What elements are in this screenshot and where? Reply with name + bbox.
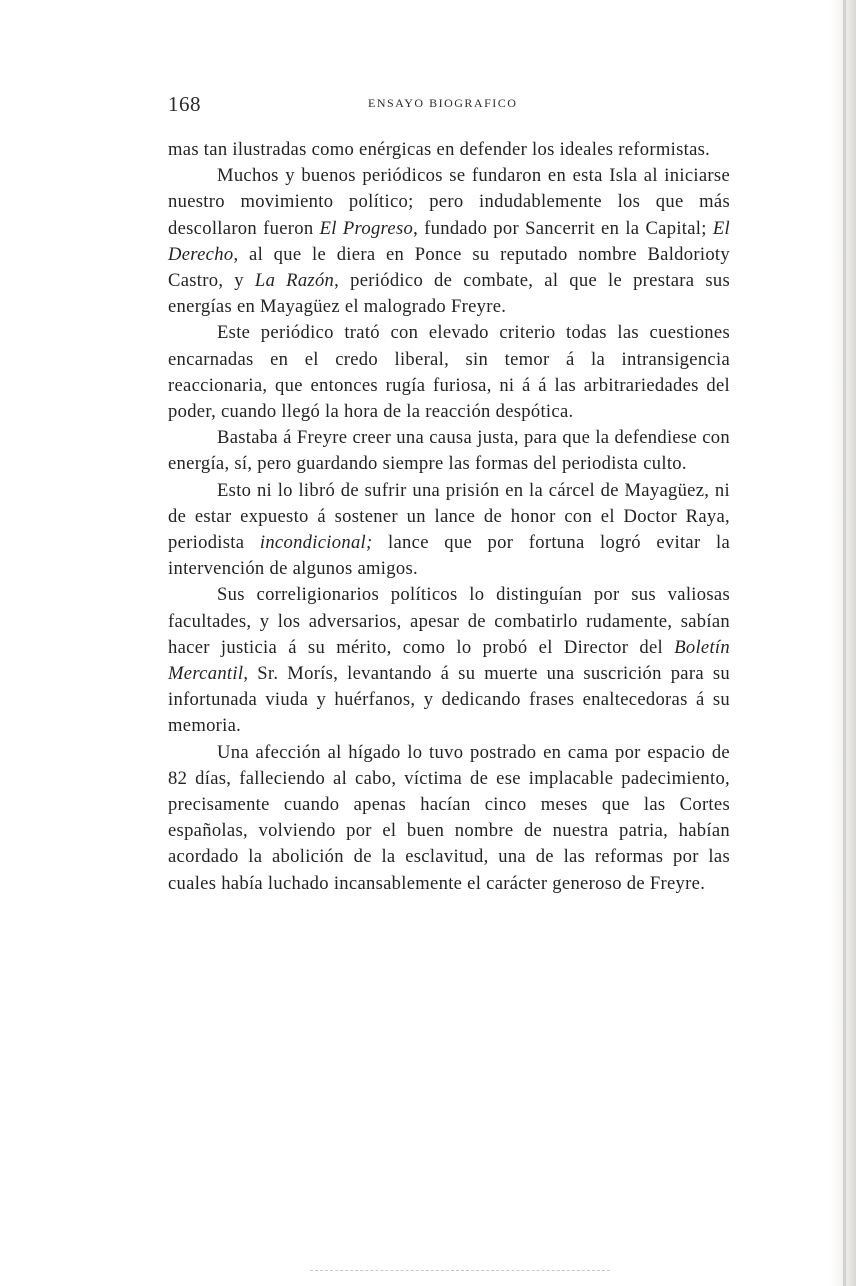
paragraph-text: Muchos y buenos periódicos se fundaron en esta Isla al iniciarse nuestro movimiento político; pero indudablemente los que más descollaron fueron: [168, 165, 730, 239]
paragraph-text: , periódico de combate, al que le prestara sus energías en Mayagüez el malogrado Freyre.: [168, 270, 731, 318]
paragraph-1: [168, 137, 730, 163]
emphasized-word: incondicional;: [259, 532, 373, 554]
running-title: ENSAYO BIOGRAFICO: [368, 96, 518, 110]
paragraph-text: Bastaba á Freyre creer una causa justa, para que la defendiese con energía, sí, pero guardando siempre las formas del periodista culto.: [168, 427, 730, 475]
paragraph-4: [168, 425, 730, 477]
paragraph-text: , Sr. Morís, levantando á su muerte una suscrición para su infortunada viuda y huérfanos, y dedicando frases enaltecedoras á su memoria.: [168, 663, 730, 737]
paragraph-text: Sus correligionarios políticos lo distinguían por sus valiosas facultades, y los adversarios, apesar de combatirlo rudamente, sabían hacer justicia á su mérito, como lo probó el Director del: [168, 584, 730, 658]
page-edge-line: [843, 0, 846, 1286]
paragraph-text: Una afección al hígado lo tuvo postrado en cama por espacio de 82 días, falleciendo al cabo, víctima de ese implacable padecimiento, precisamente cuando apenas hacían cinco meses que las Cortes españolas, volviendo por el buen nombre de nuestra patria, habían acordado la abolición de la esclavitud, una de las reformas por las cuales había luchado incansablemente el carácter generoso de Freyre.: [168, 741, 730, 894]
page-number: 168: [168, 92, 201, 116]
paragraph-text: Este periódico trató con elevado criterio todas las cuestiones encarnadas en el credo liberal, sin temor á la intransigencia reaccionaria, que entonces rugía furiosa, ni á á las arbitrariedades del poder, cuando llegó la hora de la reacción despótica.: [168, 322, 730, 423]
paragraph-text: lance que por fortuna logró evitar la intervención de algunos amigos.: [168, 532, 730, 580]
newspaper-title-el-derecho: El Derecho: [168, 217, 730, 265]
paragraph-text: , al que le diera en Ponce su reputado nombre Baldorioty Castro, y: [168, 243, 730, 292]
paragraph-5: [168, 478, 730, 583]
body-text: [168, 137, 730, 897]
page-bottom-mark: [310, 1270, 610, 1272]
newspaper-title-boletin-mercantil: Boletín Mercantil: [168, 636, 730, 685]
paragraph-text: mas tan ilustradas como enérgicas en defender los ideales reformistas.: [168, 139, 711, 160]
paragraph-2: [168, 163, 730, 320]
paragraph-text: Esto ni lo libró de sufrir una prisión en la cárcel de Mayagüez, ni de estar expuesto á sostener un lance de honor con el Doctor Raya, periodista: [168, 479, 730, 554]
paragraph-3: [168, 320, 730, 425]
paragraph-7: [168, 740, 730, 897]
newspaper-title-el-progreso: El Progreso: [319, 217, 414, 239]
paragraph-6: [168, 582, 730, 739]
running-head: [168, 92, 748, 122]
paragraph-text: , fundado por Sancerrit en la Capital;: [413, 217, 713, 239]
newspaper-title-la-razon: La Razón: [254, 270, 335, 292]
